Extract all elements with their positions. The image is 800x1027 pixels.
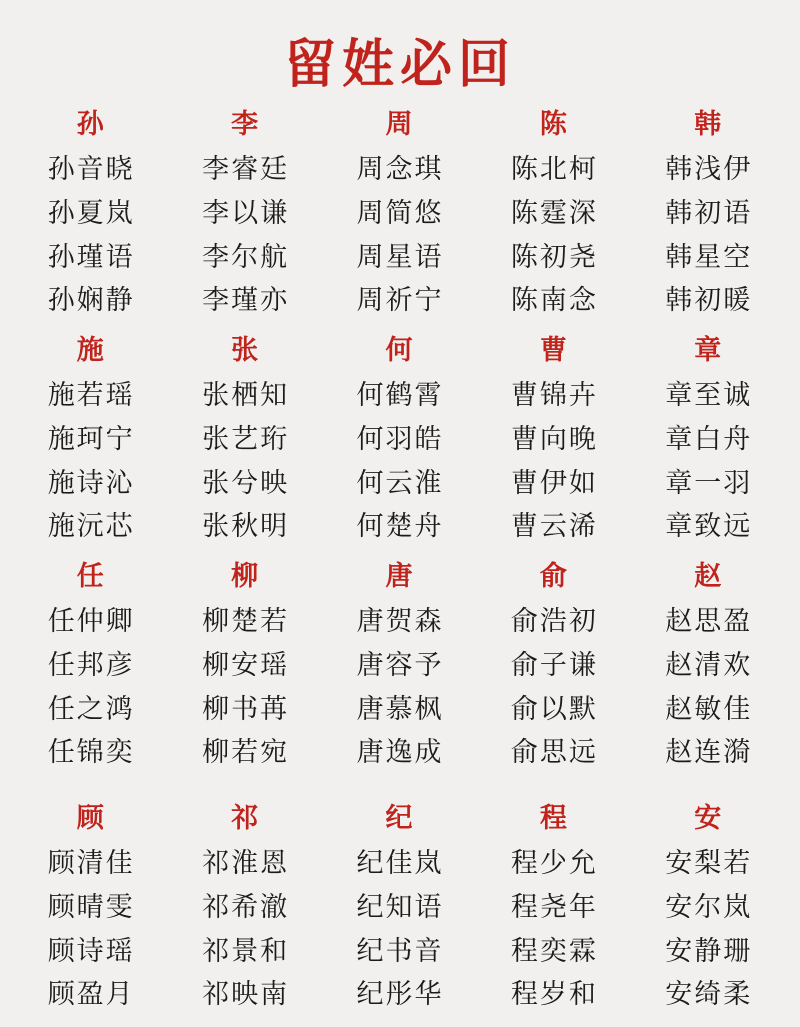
given-name: 张秋明 (202, 511, 290, 543)
given-name: 俞思远 (510, 737, 598, 769)
surname-heading: 安 (694, 803, 724, 835)
surname-block (323, 333, 477, 549)
given-name: 顾盈月 (47, 979, 135, 1011)
given-name: 陈初尧 (510, 241, 598, 273)
given-name: 程奕霖 (510, 935, 598, 967)
given-name: 任锦奕 (47, 737, 135, 769)
surname-block (323, 801, 477, 1017)
given-name: 祁希澈 (202, 891, 290, 923)
given-name: 李以谦 (202, 197, 290, 229)
given-name: 程岁和 (510, 979, 598, 1011)
surname-heading: 唐 (385, 561, 415, 593)
given-name: 陈南念 (510, 285, 598, 317)
given-name: 俞以默 (510, 693, 598, 725)
given-name: 赵思盈 (665, 606, 753, 638)
surname-heading: 程 (539, 803, 569, 835)
surname-heading: 任 (76, 561, 106, 593)
given-name: 纪知语 (356, 891, 444, 923)
surname-block (477, 801, 631, 1017)
surname-block (168, 801, 322, 1017)
given-name: 曹伊如 (510, 467, 598, 499)
given-name: 李尔航 (202, 241, 290, 273)
given-name: 张栖知 (202, 380, 290, 412)
surname-block (632, 107, 786, 323)
given-name: 周念琪 (356, 154, 444, 186)
given-name: 李瑾亦 (202, 285, 290, 317)
surname-block (477, 333, 631, 549)
given-name: 施沅芯 (47, 511, 135, 543)
given-name: 李睿廷 (202, 154, 290, 186)
given-name: 周祈宁 (356, 285, 444, 317)
given-name: 孙瑾语 (47, 241, 135, 273)
surname-heading: 周 (385, 109, 415, 140)
surname-block (323, 559, 477, 775)
given-name: 陈北柯 (510, 154, 598, 186)
given-name: 周简悠 (356, 197, 444, 229)
surname-heading: 孙 (76, 109, 106, 140)
given-name: 程少允 (510, 848, 598, 880)
given-name: 韩星空 (665, 241, 753, 273)
given-name: 任邦彦 (47, 649, 135, 681)
given-name: 祁景和 (202, 935, 290, 967)
given-name: 周星语 (356, 241, 444, 273)
surname-block (632, 333, 786, 549)
given-name: 纪彤华 (356, 979, 444, 1011)
surname-block (14, 333, 168, 549)
name-grid-row-4 (0, 785, 800, 1027)
given-name: 程尧年 (510, 891, 598, 923)
given-name: 唐逸成 (356, 737, 444, 769)
page-title: 留姓必回 (283, 34, 516, 95)
given-name: 章致远 (665, 511, 753, 543)
given-name: 章至诚 (665, 380, 753, 412)
surname-block (632, 801, 786, 1017)
given-name: 唐贺森 (356, 606, 444, 638)
given-name: 曹向晚 (510, 423, 598, 455)
given-name: 韩初语 (665, 197, 753, 229)
given-name: 祁映南 (202, 979, 290, 1011)
given-name: 纪佳岚 (356, 848, 444, 880)
surname-heading: 李 (231, 109, 261, 140)
name-grid-row-1 (0, 107, 800, 333)
surname-heading: 施 (76, 335, 106, 367)
given-name: 曹云浠 (510, 511, 598, 543)
given-name: 何楚舟 (356, 511, 444, 543)
given-name: 任之鸿 (47, 693, 135, 725)
given-name: 孙夏岚 (47, 197, 135, 229)
surname-heading: 俞 (539, 561, 569, 593)
given-name: 陈霆深 (510, 197, 598, 229)
surname-heading: 何 (385, 335, 415, 367)
surname-block (632, 559, 786, 775)
given-name: 何羽皓 (356, 423, 444, 455)
surname-block (168, 107, 322, 323)
given-name: 柳楚若 (202, 606, 290, 638)
given-name: 顾清佳 (47, 848, 135, 880)
given-name: 孙音晓 (47, 154, 135, 186)
surname-heading: 赵 (694, 561, 724, 593)
given-name: 何鹤霄 (356, 380, 444, 412)
given-name: 施若瑶 (47, 380, 135, 412)
given-name: 安静珊 (665, 935, 753, 967)
given-name: 安绮柔 (665, 979, 753, 1011)
given-name: 顾晴雯 (47, 891, 135, 923)
surname-block (14, 559, 168, 775)
given-name: 曹锦卉 (510, 380, 598, 412)
surname-block (14, 107, 168, 323)
given-name: 施诗沁 (47, 467, 135, 499)
surname-heading: 纪 (385, 803, 415, 835)
surname-heading: 章 (694, 335, 724, 367)
surname-heading: 顾 (76, 803, 106, 835)
given-name: 俞浩初 (510, 606, 598, 638)
surname-block (168, 559, 322, 775)
surname-heading: 柳 (231, 561, 261, 593)
given-name: 何云淮 (356, 467, 444, 499)
name-grid-row-3 (0, 559, 800, 785)
given-name: 孙娴静 (47, 285, 135, 317)
given-name: 安梨若 (665, 848, 753, 880)
surname-block (477, 559, 631, 775)
given-name: 俞子谦 (510, 649, 598, 681)
surname-block (14, 801, 168, 1017)
given-name: 唐慕枫 (356, 693, 444, 725)
given-name: 纪书音 (356, 935, 444, 967)
given-name: 施珂宁 (47, 423, 135, 455)
given-name: 赵清欢 (665, 649, 753, 681)
surname-block (168, 333, 322, 549)
given-name: 赵连漪 (665, 737, 753, 769)
given-name: 唐容予 (356, 649, 444, 681)
given-name: 张艺珩 (202, 423, 290, 455)
surname-heading: 曹 (539, 335, 569, 367)
name-grid-row-2 (0, 333, 800, 559)
given-name: 赵敏佳 (665, 693, 753, 725)
surname-heading: 张 (231, 335, 261, 367)
given-name: 柳安瑶 (202, 649, 290, 681)
given-name: 柳若宛 (202, 737, 290, 769)
given-name: 韩初暖 (665, 285, 753, 317)
given-name: 安尔岚 (665, 891, 753, 923)
given-name: 任仲卿 (47, 606, 135, 638)
surname-block (323, 107, 477, 323)
given-name: 祁淮恩 (202, 848, 290, 880)
surname-heading: 陈 (539, 109, 569, 140)
surname-heading: 韩 (694, 109, 724, 140)
given-name: 顾诗瑶 (47, 935, 135, 967)
given-name: 张兮映 (202, 467, 290, 499)
given-name: 柳书苒 (202, 693, 290, 725)
surname-block (477, 107, 631, 323)
given-name: 章一羽 (665, 467, 753, 499)
given-name: 章白舟 (665, 423, 753, 455)
given-name: 韩浅伊 (665, 154, 753, 186)
surname-heading: 祁 (231, 803, 261, 835)
